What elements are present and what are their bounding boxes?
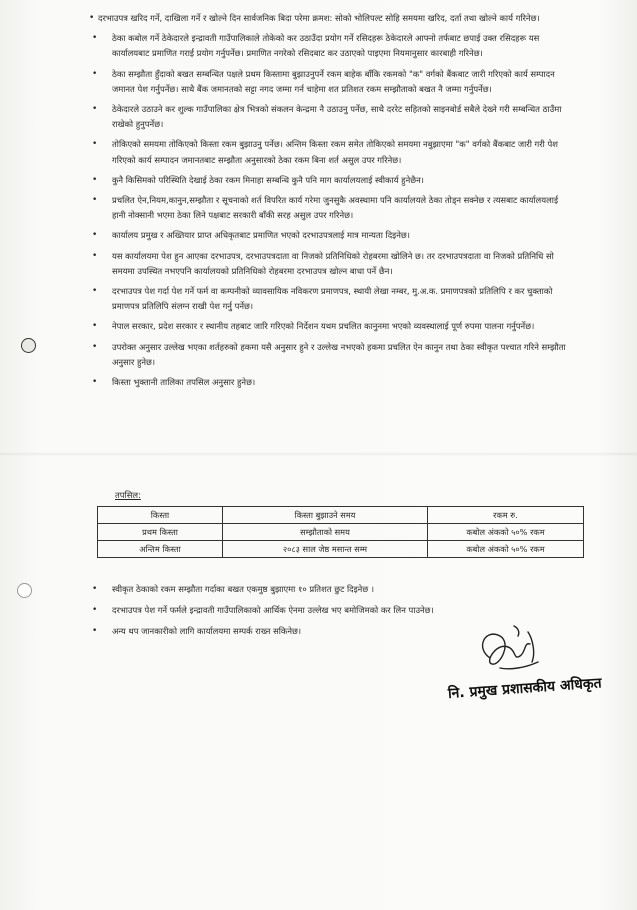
table-cell: अन्तिम किस्ता — [98, 541, 223, 558]
officer-designation: नि. प्रमुख प्रशासकीय अधिकृत — [447, 675, 603, 702]
bullet-icon: • — [92, 139, 98, 150]
conditions-list — [89, 11, 567, 395]
bullet-icon: • — [92, 195, 98, 206]
bullet-icon: • — [92, 33, 98, 44]
bullet-icon: • — [92, 68, 98, 79]
punch-hole-bottom — [17, 583, 32, 598]
punch-hole-top — [21, 338, 36, 353]
bullet-icon: • — [92, 174, 98, 185]
clause-text: नेपाल सरकार, प्रदेश सरकार र स्थानीय तहबाट जारि गरिएको निर्देशन यथम प्रचलित कानुनमा भएको व्यवस्थालाई पूर्ण रुपमा पालना गर्नुपर्नेछ। — [112, 321, 535, 332]
clause-text: प्रचलित ऐन,नियम,कानुन,सम्झौता र सूचनाको शर्त विपरित कार्य गरेमा जुनसुकै अवस्थामा पनि कार्यालयले ठेका तोड्न सक्नेछ र त्यसबाट कार्यालयलाई हानी नोक्सानी भएमा ठेका लिने पक्षबाट सरकारी बाँकी सरह असुल उपर गरिनेछ। — [112, 195, 559, 221]
bullet-icon: • — [92, 230, 98, 241]
bullet-icon: • — [92, 341, 98, 352]
list-item — [92, 340, 567, 370]
clause-text: दरभाउपत्र पेश गर्दा पेश गर्ने फर्म वा कम्पनीको व्यावसायिक नविकरण प्रमाणपत्र, स्थायी लेखा नम्बर, मु.अ.क. प्रमाणपत्रको प्रतिलिपि र कर चुक्ताको प्रमाणपत्र प्रतिलिपि संलग्न राखी पेश गर्नु पर्नेछ। — [112, 286, 553, 312]
clause-text: कार्यालय प्रमुख र अख्तियार प्राप्त अधिकृतबाट प्रमाणित भएको दरभाउपत्रलाई मात्र मान्यता दिइनेछ। — [112, 230, 410, 241]
clause-text: यस कार्यालयमा पेश हुन आएका दरभाउपत्र, दरभाउपत्रदाता वा निजको प्रतिनिधिको रोहबरमा खोलिने छ। तर दरभाउपत्रदाता वा निजको प्रतिनिधि सो समयमा उपस्थित नभएपनि कार्यालयको प्रतिनिधिको रोहबरमा दरभाउपत्र खोल्न बाधा पर्ने छैन। — [112, 250, 554, 276]
table-cell: प्रथम किस्ता — [98, 524, 223, 541]
handwritten-signature — [470, 618, 550, 678]
list-item — [92, 319, 567, 334]
list-item — [92, 228, 567, 243]
list-item — [92, 582, 567, 597]
list-item — [89, 11, 567, 26]
bullet-icon: • — [92, 605, 98, 616]
list-item — [92, 375, 567, 390]
table-cell: कबोल अंकको ५०% रकम — [428, 541, 584, 558]
clause-text: स्वीकृत ठेकाको रकम सम्झौता गर्दाका बखत एकमुष्ठ बुझाएमा १० प्रतिशत छुट दिइनेछ । — [112, 584, 375, 594]
list-item — [92, 249, 567, 279]
bullet-icon: • — [92, 321, 98, 332]
header-installment: किस्ता — [98, 507, 223, 524]
bullet-icon: • — [92, 286, 98, 297]
bullet-icon: • — [89, 13, 95, 23]
bullet-icon: • — [92, 104, 98, 115]
header-payment-time: किस्ता बुझाउने समय — [223, 507, 428, 524]
table-row — [98, 541, 584, 558]
list-item — [92, 67, 567, 97]
bullet-icon: • — [92, 626, 98, 637]
table-cell: कबोल अंकको ५०% रकम — [428, 524, 584, 541]
clause-text: दरभाउपत्र पेश गर्ने फर्मले इन्द्रावती गाउँपालिकाको आर्थिक ऐनमा उल्लेख भए बमोजिमको कर लिन पाउनेछ। — [112, 605, 434, 616]
list-item — [92, 284, 567, 314]
clause-text: ठेका सम्झौता हुँदाको बखत सम्बन्धित पक्षले प्रथम किस्तामा बुझाउनुपर्ने रकम बाहेक बाँकि रकमको "क" वर्गको बैंकबाट जारी गरिएको कार्य सम्पादन जमानत पेश गर्नुपर्नेछ। साथै बैंक जमानतको सट्टा नगद जम्मा गर्न चाहेमा शत प्रतिशत रकम सम्झौताको बखत नै जम्मा गर्नुपर्नेछ। — [112, 68, 555, 94]
clause-text: ठेका कबोल गर्ने ठेकेदारले इन्द्रावती गाउँपालिकाले तोकेको कर उठाउँदा प्रयोग गर्ने रसिदहरू ठेकेदारले आफ्नो तर्फबाट छपाई उक्त रसिदहरू यस कार्यालयबाट प्रमाणित गराई प्रयोग गर्नुपर्नेछ। प्रमाणित नगरेको रसिदबाट कर उठाएको पाइएमा नियमानुसार कारबाही गरिनेछ। — [112, 33, 540, 59]
list-item — [92, 173, 567, 188]
clause-text: दरभाउपत्र खरिद गर्ने, दाखिला गर्ने र खोल्ने दिन सार्वजनिक बिदा परेमा क्रमश: सोको भोलिपल्ट सोहि समयमा खरिद, दर्ता तथा खोल्ने कार्य गरिनेछ। — [98, 13, 540, 23]
list-item — [92, 31, 567, 61]
table-cell: सम्झौताको समय — [223, 524, 428, 541]
list-item — [92, 102, 567, 132]
table-row — [98, 524, 584, 541]
paper-fold — [0, 452, 637, 456]
clause-text: किस्ता भुक्तानी तालिका तपसिल अनुसार हुनेछ। — [112, 377, 256, 388]
bullet-icon: • — [92, 377, 98, 388]
bullet-icon: • — [92, 584, 98, 594]
clause-text: उपरोक्त अनुसार उल्लेख भएका शर्तहरुको हकमा यसै अनुसार हुने र उल्लेख नभएको हकमा प्रचलित ऐन कानुन तथा ठेका स्वीकृत पश्चात गरिने सम्झौता अनुसार हुनेछ। — [112, 341, 566, 367]
list-item — [92, 137, 567, 167]
table-cell: २०८३ साल जेष्ठ मसान्त सम्म — [223, 541, 428, 558]
clause-text: अन्य थप जानकारीको लागि कार्यालयमा सम्पर्क राख्न सकिनेछ। — [112, 626, 302, 637]
bullet-icon: • — [92, 250, 98, 261]
list-item — [92, 193, 567, 223]
clause-text: ठेकेदारले उठाउने कर शुल्क गाउँपालिका क्षेत्र भित्रको संकलन केन्द्रमा नै उठाउनु पर्नेछ, साथै दररेट सहितको साइनबोर्ड सबैले देख्ने गरी सम्बन्धित ठाउँमा राखेको हुनुपर्नेछ। — [112, 104, 562, 130]
table-header-row — [98, 507, 584, 524]
clause-text: तोकिएको समयमा तोकिएको किस्ता रकम बुझाउनु पर्नेछ। अन्तिम किस्ता रकम समेत तोकिएको समयमा नबुझाएमा "क" वर्गको बैंकबाट जारी गरी पेश गरिएको कार्य सम्पादन जमानतबाट सम्झौता अनुसारको ठेका रकम बिना शर्त असुल उपर गरिनेछ। — [112, 139, 558, 165]
clause-text: कुनै किसिमको परिस्थिति देखाई ठेका रकम मिनाहा सम्बन्धि कुनै पनि माग कार्यालयलाई स्वीकार्य हुनेछैन। — [112, 174, 424, 185]
installment-schedule-table — [97, 506, 584, 558]
schedule-label: तपसिल: — [115, 490, 141, 500]
header-amount: रकम रु. — [428, 507, 584, 524]
list-item — [92, 603, 567, 618]
